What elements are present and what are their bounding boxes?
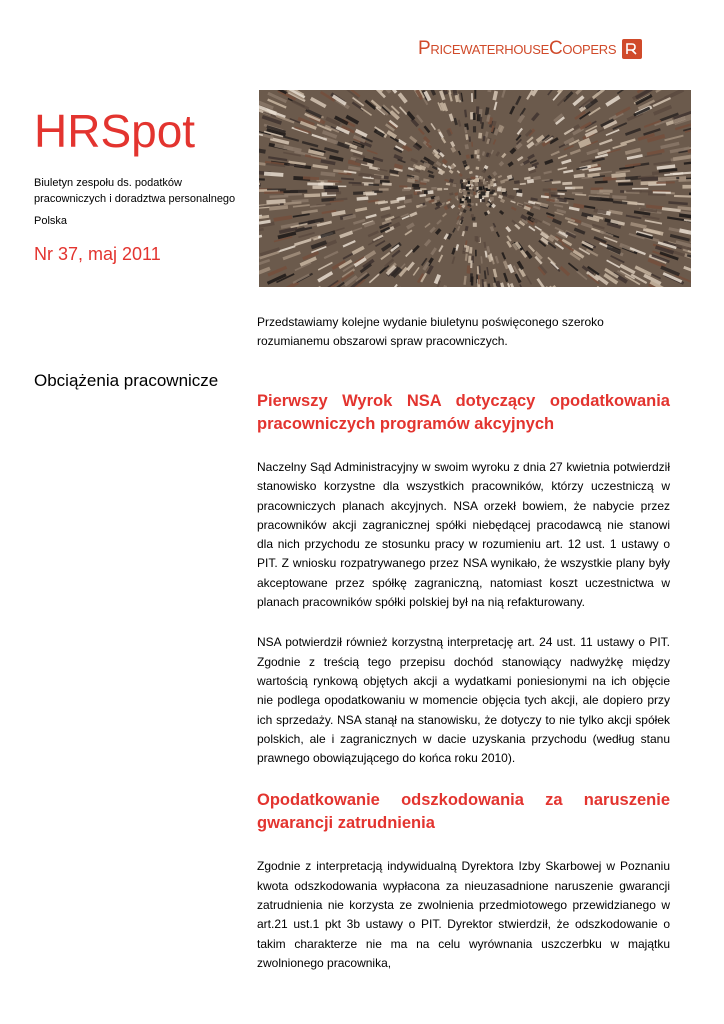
hero-image — [259, 90, 691, 287]
section-label: Obciążenia pracownicze — [34, 371, 219, 390]
article-paragraph: Zgodnie z interpretacją indywidualną Dyrektora Izby Skarbowej w Poznaniu kwota odszkodowania wypłacona za nieuzasadnione naruszenie gwarancji zatrudnienia nie korzysta ze zwolnienia przedmiotowego przewidzianego w art.21 ust.1 pkt 3b ustawy o PIT. Dyrektor stwierdził, że odszkodowanie o takim charakterze nie ma na celu wyrównania uszczerbku w majątku zwolnionego pracownika, — [257, 859, 670, 970]
country-label: Polska — [34, 215, 68, 227]
newsletter-title: HRSpot — [34, 105, 196, 157]
article-paragraph: Naczelny Sąd Administracyjny w swoim wyroku z dnia 27 kwietnia potwierdził stanowisko korzystne dla wszystkich pracowników, którzy uczestniczą w pracowniczych planach akcyjnych. NSA orzekł bowiem, że nabycie przez pracowników akcji zagranicznej spółki niebędącej pracodawcą nie stanowi dla nich przychodu ze stosunku pracy w rozumieniu art. 12 ust. 1 ustawy o PIT. Z wniosku rozpatrywanego przez NSA wynikało, że wszystkie plany były akceptowane przez spółkę zagraniczną, natomiast koszt uczestnictwa w planach pracowników spółki polskiej był na nią refakturowany. — [257, 460, 670, 610]
company-logo — [418, 38, 642, 60]
newsletter-subtitle: Biuletyn zespołu ds. podatków pracowniczych i doradztwa personalnego — [34, 177, 236, 205]
article-heading: Pierwszy Wyrok NSA dotyczący opodatkowania pracowniczych programów akcyjnych — [257, 392, 670, 433]
issue-number: Nr 37, maj 2011 — [34, 244, 161, 264]
logo-text: PricewaterhouseCoopers — [418, 38, 617, 59]
article-paragraph: NSA potwierdził również korzystną interpretację art. 24 ust. 11 ustawy o PIT. Zgodnie z treścią tego przepisu dochód stanowiący nadwyżkę między wartością rynkową objętych akcji a wydatkami poniesionymi na ich objęcie nie podlega opodatkowaniu w momencie objęcia tych akcji, ale dopiero przy ich sprzedaży. NSA stanął na stanowisku, że dotyczy to nie tylko akcji spółek polskich, ale i zagranicznych w dacie uzyskania przychodu (według stanu prawnego obowiązującego do końca roku 2010). — [257, 635, 670, 766]
article-heading: Opodatkowanie odszkodowania za naruszenie gwarancji zatrudnienia — [257, 791, 670, 833]
crowd-mosaic-image — [259, 90, 691, 287]
intro-text: Przedstawiamy kolejne wydanie biuletynu poświęconego szeroko rozumianemu obszarowi spraw pracowniczych. — [257, 315, 604, 348]
articles — [257, 390, 670, 973]
article — [257, 789, 670, 973]
article — [257, 390, 670, 768]
logo-mark-icon — [622, 39, 642, 59]
